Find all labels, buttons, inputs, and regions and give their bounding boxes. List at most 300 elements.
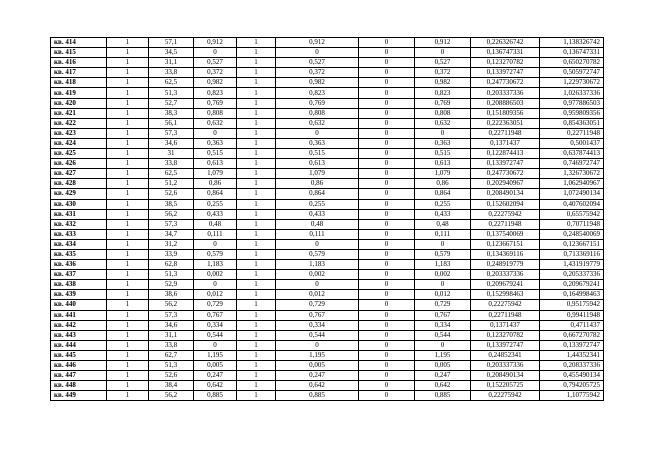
sum-cell: 0,959809356	[540, 108, 604, 118]
adjusted-value-cell: 0,767	[276, 310, 359, 320]
value-cell: 0	[194, 280, 237, 290]
count-cell: 1	[107, 290, 149, 300]
sum-cell: 0,65575942	[540, 209, 604, 219]
factor-cell: 1	[237, 189, 276, 199]
table-row	[51, 118, 604, 128]
sum-cell: 0,407602094	[540, 199, 604, 209]
adjusted-value-cell: 1,195	[276, 350, 359, 360]
area-cell: 31	[149, 149, 194, 159]
total-value-cell: 0,012	[415, 290, 471, 300]
count-cell: 1	[107, 300, 149, 310]
total-value-cell: 1,183	[415, 260, 471, 270]
count-cell: 1	[107, 229, 149, 239]
count-cell: 1	[107, 138, 149, 148]
factor-cell: 1	[237, 361, 276, 371]
area-cell: 33,8	[149, 340, 194, 350]
adjusted-value-cell: 0	[276, 280, 359, 290]
apartment-data-table	[50, 37, 604, 401]
share-cell: 0,123270782	[471, 330, 540, 340]
adjusted-value-cell: 0	[276, 239, 359, 249]
area-cell: 62,7	[149, 350, 194, 360]
factor-cell: 1	[237, 249, 276, 259]
count-cell: 1	[107, 361, 149, 371]
zero-cell: 0	[359, 128, 415, 138]
value-cell: 0,255	[194, 199, 237, 209]
sum-cell: 0,164998463	[540, 290, 604, 300]
value-cell: 0,527	[194, 58, 237, 68]
zero-cell: 0	[359, 199, 415, 209]
apartment-cell: кв. 427	[51, 169, 107, 179]
adjusted-value-cell: 0,642	[276, 381, 359, 391]
table-row	[51, 300, 604, 310]
factor-cell: 1	[237, 391, 276, 401]
area-cell: 52,9	[149, 280, 194, 290]
sum-cell: 0,746972747	[540, 159, 604, 169]
area-cell: 33,8	[149, 68, 194, 78]
area-cell: 52,6	[149, 189, 194, 199]
share-cell: 0,134369116	[471, 249, 540, 259]
apartment-cell: кв. 439	[51, 290, 107, 300]
total-value-cell: 0,767	[415, 310, 471, 320]
sum-cell: 1,072490134	[540, 189, 604, 199]
apartment-cell: кв. 425	[51, 149, 107, 159]
adjusted-value-cell: 0,632	[276, 118, 359, 128]
share-cell: 0,202940967	[471, 179, 540, 189]
apartment-cell: кв. 437	[51, 270, 107, 280]
total-value-cell: 1,195	[415, 350, 471, 360]
adjusted-value-cell: 0,012	[276, 290, 359, 300]
count-cell: 1	[107, 371, 149, 381]
count-cell: 1	[107, 118, 149, 128]
share-cell: 0,203337336	[471, 361, 540, 371]
apartment-cell: кв. 445	[51, 350, 107, 360]
total-value-cell: 0,111	[415, 229, 471, 239]
area-cell: 38,6	[149, 290, 194, 300]
share-cell: 0,209679241	[471, 280, 540, 290]
total-value-cell: 0,769	[415, 98, 471, 108]
total-value-cell: 0,982	[415, 78, 471, 88]
adjusted-value-cell: 0,808	[276, 108, 359, 118]
total-value-cell: 0	[415, 340, 471, 350]
total-value-cell: 0	[415, 280, 471, 290]
zero-cell: 0	[359, 300, 415, 310]
total-value-cell: 0,912	[415, 38, 471, 48]
share-cell: 0,247730672	[471, 169, 540, 179]
area-cell: 56,2	[149, 391, 194, 401]
adjusted-value-cell: 0,334	[276, 320, 359, 330]
count-cell: 1	[107, 280, 149, 290]
total-value-cell: 0,729	[415, 300, 471, 310]
adjusted-value-cell: 1,079	[276, 169, 359, 179]
apartment-cell: кв. 447	[51, 371, 107, 381]
apartment-cell: кв. 434	[51, 239, 107, 249]
zero-cell: 0	[359, 58, 415, 68]
sum-cell: 1,062940967	[540, 179, 604, 189]
share-cell: 0,136747331	[471, 48, 540, 58]
sum-cell: 1,026337336	[540, 88, 604, 98]
factor-cell: 1	[237, 159, 276, 169]
total-value-cell: 0,005	[415, 361, 471, 371]
table-row	[51, 58, 604, 68]
adjusted-value-cell: 0,579	[276, 249, 359, 259]
adjusted-value-cell: 0,613	[276, 159, 359, 169]
value-cell: 0,544	[194, 330, 237, 340]
adjusted-value-cell: 1,183	[276, 260, 359, 270]
total-value-cell: 0,247	[415, 371, 471, 381]
apartment-cell: кв. 435	[51, 249, 107, 259]
share-cell: 0,123667151	[471, 239, 540, 249]
area-cell: 31,2	[149, 239, 194, 249]
factor-cell: 1	[237, 280, 276, 290]
table-row	[51, 340, 604, 350]
apartment-cell: кв. 441	[51, 310, 107, 320]
value-cell: 0,005	[194, 361, 237, 371]
factor-cell: 1	[237, 58, 276, 68]
factor-cell: 1	[237, 78, 276, 88]
area-cell: 57,3	[149, 219, 194, 229]
zero-cell: 0	[359, 209, 415, 219]
total-value-cell: 0,527	[415, 58, 471, 68]
factor-cell: 1	[237, 310, 276, 320]
sum-cell: 0,209679241	[540, 280, 604, 290]
total-value-cell: 0,864	[415, 189, 471, 199]
total-value-cell: 0,544	[415, 330, 471, 340]
total-value-cell: 0,334	[415, 320, 471, 330]
factor-cell: 1	[237, 229, 276, 239]
sum-cell: 0,455490134	[540, 371, 604, 381]
value-cell: 0,334	[194, 320, 237, 330]
adjusted-value-cell: 0,247	[276, 371, 359, 381]
sum-cell: 0,854363051	[540, 118, 604, 128]
total-value-cell: 0,002	[415, 270, 471, 280]
count-cell: 1	[107, 108, 149, 118]
zero-cell: 0	[359, 48, 415, 58]
table-row	[51, 371, 604, 381]
zero-cell: 0	[359, 290, 415, 300]
sum-cell: 1,44352341	[540, 350, 604, 360]
value-cell: 0,823	[194, 88, 237, 98]
zero-cell: 0	[359, 249, 415, 259]
table-row	[51, 330, 604, 340]
sum-cell: 0,133972747	[540, 340, 604, 350]
zero-cell: 0	[359, 330, 415, 340]
share-cell: 0,208490134	[471, 371, 540, 381]
zero-cell: 0	[359, 88, 415, 98]
apartment-cell: кв. 418	[51, 78, 107, 88]
apartment-cell: кв. 444	[51, 340, 107, 350]
total-value-cell: 0,372	[415, 68, 471, 78]
share-cell: 0,151809356	[471, 108, 540, 118]
total-value-cell: 0,48	[415, 219, 471, 229]
area-cell: 62,8	[149, 260, 194, 270]
apartment-cell: кв. 428	[51, 179, 107, 189]
total-value-cell: 0,823	[415, 88, 471, 98]
share-cell: 0,24852341	[471, 350, 540, 360]
sum-cell: 0,123667151	[540, 239, 604, 249]
table-row	[51, 290, 604, 300]
sum-cell: 0,70711948	[540, 219, 604, 229]
zero-cell: 0	[359, 239, 415, 249]
sum-cell: 0,136747331	[540, 48, 604, 58]
total-value-cell: 0	[415, 239, 471, 249]
table-row	[51, 260, 604, 270]
sum-cell: 0,977886503	[540, 98, 604, 108]
count-cell: 1	[107, 320, 149, 330]
table-row	[51, 98, 604, 108]
sum-cell: 0,95175942	[540, 300, 604, 310]
adjusted-value-cell: 0,372	[276, 68, 359, 78]
value-cell: 0,769	[194, 98, 237, 108]
factor-cell: 1	[237, 48, 276, 58]
apartment-cell: кв. 423	[51, 128, 107, 138]
value-cell: 1,079	[194, 169, 237, 179]
area-cell: 31,1	[149, 58, 194, 68]
area-cell: 52,7	[149, 98, 194, 108]
apartment-cell: кв. 440	[51, 300, 107, 310]
total-value-cell: 0,255	[415, 199, 471, 209]
zero-cell: 0	[359, 280, 415, 290]
zero-cell: 0	[359, 310, 415, 320]
table-row	[51, 270, 604, 280]
area-cell: 33,8	[149, 159, 194, 169]
zero-cell: 0	[359, 350, 415, 360]
sum-cell: 0,4711437	[540, 320, 604, 330]
table-row	[51, 361, 604, 371]
adjusted-value-cell: 0,433	[276, 209, 359, 219]
zero-cell: 0	[359, 381, 415, 391]
factor-cell: 1	[237, 219, 276, 229]
adjusted-value-cell: 0,885	[276, 391, 359, 401]
apartment-cell: кв. 443	[51, 330, 107, 340]
count-cell: 1	[107, 98, 149, 108]
adjusted-value-cell: 0	[276, 340, 359, 350]
table-row	[51, 391, 604, 401]
table-row	[51, 138, 604, 148]
count-cell: 1	[107, 169, 149, 179]
table-row	[51, 189, 604, 199]
value-cell: 0	[194, 239, 237, 249]
adjusted-value-cell: 0,86	[276, 179, 359, 189]
share-cell: 0,248919779	[471, 260, 540, 270]
apartment-cell: кв. 414	[51, 38, 107, 48]
total-value-cell: 0,579	[415, 249, 471, 259]
total-value-cell: 0	[415, 128, 471, 138]
area-cell: 57,1	[149, 38, 194, 48]
share-cell: 0,123270782	[471, 58, 540, 68]
apartment-cell: кв. 449	[51, 391, 107, 401]
adjusted-value-cell: 0,515	[276, 149, 359, 159]
sum-cell: 1,431919779	[540, 260, 604, 270]
factor-cell: 1	[237, 260, 276, 270]
adjusted-value-cell: 0,823	[276, 88, 359, 98]
table-row	[51, 239, 604, 249]
factor-cell: 1	[237, 199, 276, 209]
share-cell: 0,152205725	[471, 381, 540, 391]
value-cell: 0,111	[194, 229, 237, 239]
apartment-cell: кв. 436	[51, 260, 107, 270]
sum-cell: 0,650270782	[540, 58, 604, 68]
share-cell: 0,1371437	[471, 138, 540, 148]
count-cell: 1	[107, 88, 149, 98]
factor-cell: 1	[237, 320, 276, 330]
table-row	[51, 128, 604, 138]
zero-cell: 0	[359, 391, 415, 401]
table-row	[51, 169, 604, 179]
value-cell: 0,247	[194, 371, 237, 381]
value-cell: 1,183	[194, 260, 237, 270]
value-cell: 0,363	[194, 138, 237, 148]
zero-cell: 0	[359, 270, 415, 280]
area-cell: 38,4	[149, 381, 194, 391]
total-value-cell: 0,632	[415, 118, 471, 128]
count-cell: 1	[107, 260, 149, 270]
adjusted-value-cell: 0,912	[276, 38, 359, 48]
count-cell: 1	[107, 159, 149, 169]
factor-cell: 1	[237, 179, 276, 189]
count-cell: 1	[107, 340, 149, 350]
table-row	[51, 78, 604, 88]
total-value-cell: 0,363	[415, 138, 471, 148]
sum-cell: 0,794205725	[540, 381, 604, 391]
zero-cell: 0	[359, 118, 415, 128]
count-cell: 1	[107, 350, 149, 360]
adjusted-value-cell: 0,363	[276, 138, 359, 148]
total-value-cell: 0,86	[415, 179, 471, 189]
table-row	[51, 179, 604, 189]
count-cell: 1	[107, 179, 149, 189]
total-value-cell: 0,885	[415, 391, 471, 401]
factor-cell: 1	[237, 169, 276, 179]
factor-cell: 1	[237, 128, 276, 138]
zero-cell: 0	[359, 108, 415, 118]
count-cell: 1	[107, 189, 149, 199]
zero-cell: 0	[359, 98, 415, 108]
factor-cell: 1	[237, 149, 276, 159]
share-cell: 0,1371437	[471, 320, 540, 330]
adjusted-value-cell: 0	[276, 48, 359, 58]
sum-cell: 0,99411948	[540, 310, 604, 320]
count-cell: 1	[107, 58, 149, 68]
factor-cell: 1	[237, 98, 276, 108]
total-value-cell: 0,642	[415, 381, 471, 391]
sum-cell: 1,326730672	[540, 169, 604, 179]
count-cell: 1	[107, 330, 149, 340]
count-cell: 1	[107, 48, 149, 58]
share-cell: 0,226326742	[471, 38, 540, 48]
value-cell: 0,864	[194, 189, 237, 199]
share-cell: 0,137540069	[471, 229, 540, 239]
factor-cell: 1	[237, 209, 276, 219]
factor-cell: 1	[237, 88, 276, 98]
zero-cell: 0	[359, 189, 415, 199]
factor-cell: 1	[237, 350, 276, 360]
share-cell: 0,22711948	[471, 128, 540, 138]
value-cell: 0,012	[194, 290, 237, 300]
count-cell: 1	[107, 219, 149, 229]
table-row	[51, 68, 604, 78]
zero-cell: 0	[359, 361, 415, 371]
area-cell: 31,1	[149, 330, 194, 340]
zero-cell: 0	[359, 169, 415, 179]
table-row	[51, 149, 604, 159]
apartment-cell: кв. 448	[51, 381, 107, 391]
count-cell: 1	[107, 239, 149, 249]
value-cell: 0	[194, 340, 237, 350]
count-cell: 1	[107, 68, 149, 78]
share-cell: 0,22711948	[471, 310, 540, 320]
share-cell: 0,22711948	[471, 219, 540, 229]
value-cell: 0,885	[194, 391, 237, 401]
zero-cell: 0	[359, 320, 415, 330]
apartment-cell: кв. 431	[51, 209, 107, 219]
apartment-cell: кв. 416	[51, 58, 107, 68]
total-value-cell: 0	[415, 48, 471, 58]
zero-cell: 0	[359, 68, 415, 78]
apartment-cell: кв. 422	[51, 118, 107, 128]
adjusted-value-cell: 0,111	[276, 229, 359, 239]
value-cell: 0,808	[194, 108, 237, 118]
table-row	[51, 310, 604, 320]
area-cell: 52,6	[149, 371, 194, 381]
share-cell: 0,22275942	[471, 391, 540, 401]
value-cell: 0,632	[194, 118, 237, 128]
adjusted-value-cell: 0,002	[276, 270, 359, 280]
factor-cell: 1	[237, 138, 276, 148]
zero-cell: 0	[359, 159, 415, 169]
value-cell: 0,002	[194, 270, 237, 280]
area-cell: 38,5	[149, 199, 194, 209]
sum-cell: 0,5001437	[540, 138, 604, 148]
area-cell: 34,7	[149, 229, 194, 239]
count-cell: 1	[107, 381, 149, 391]
sum-cell: 0,505972747	[540, 68, 604, 78]
area-cell: 57,3	[149, 310, 194, 320]
count-cell: 1	[107, 149, 149, 159]
zero-cell: 0	[359, 149, 415, 159]
adjusted-value-cell: 0,769	[276, 98, 359, 108]
sum-cell: 0,248540069	[540, 229, 604, 239]
share-cell: 0,203337336	[471, 88, 540, 98]
zero-cell: 0	[359, 219, 415, 229]
apartment-cell: кв. 442	[51, 320, 107, 330]
area-cell: 51,3	[149, 270, 194, 280]
factor-cell: 1	[237, 330, 276, 340]
value-cell: 0,372	[194, 68, 237, 78]
total-value-cell: 1,079	[415, 169, 471, 179]
factor-cell: 1	[237, 68, 276, 78]
share-cell: 0,222363051	[471, 118, 540, 128]
area-cell: 56,2	[149, 300, 194, 310]
count-cell: 1	[107, 391, 149, 401]
table-row	[51, 88, 604, 98]
adjusted-value-cell: 0,527	[276, 58, 359, 68]
value-cell: 0,982	[194, 78, 237, 88]
total-value-cell: 0,433	[415, 209, 471, 219]
value-cell: 0	[194, 128, 237, 138]
table-row	[51, 48, 604, 58]
table-row	[51, 381, 604, 391]
share-cell: 0,133972747	[471, 340, 540, 350]
zero-cell: 0	[359, 229, 415, 239]
factor-cell: 1	[237, 300, 276, 310]
value-cell: 0,729	[194, 300, 237, 310]
total-value-cell: 0,808	[415, 108, 471, 118]
zero-cell: 0	[359, 78, 415, 88]
adjusted-value-cell: 0,005	[276, 361, 359, 371]
factor-cell: 1	[237, 270, 276, 280]
adjusted-value-cell: 0,544	[276, 330, 359, 340]
sum-cell: 0,22711948	[540, 128, 604, 138]
